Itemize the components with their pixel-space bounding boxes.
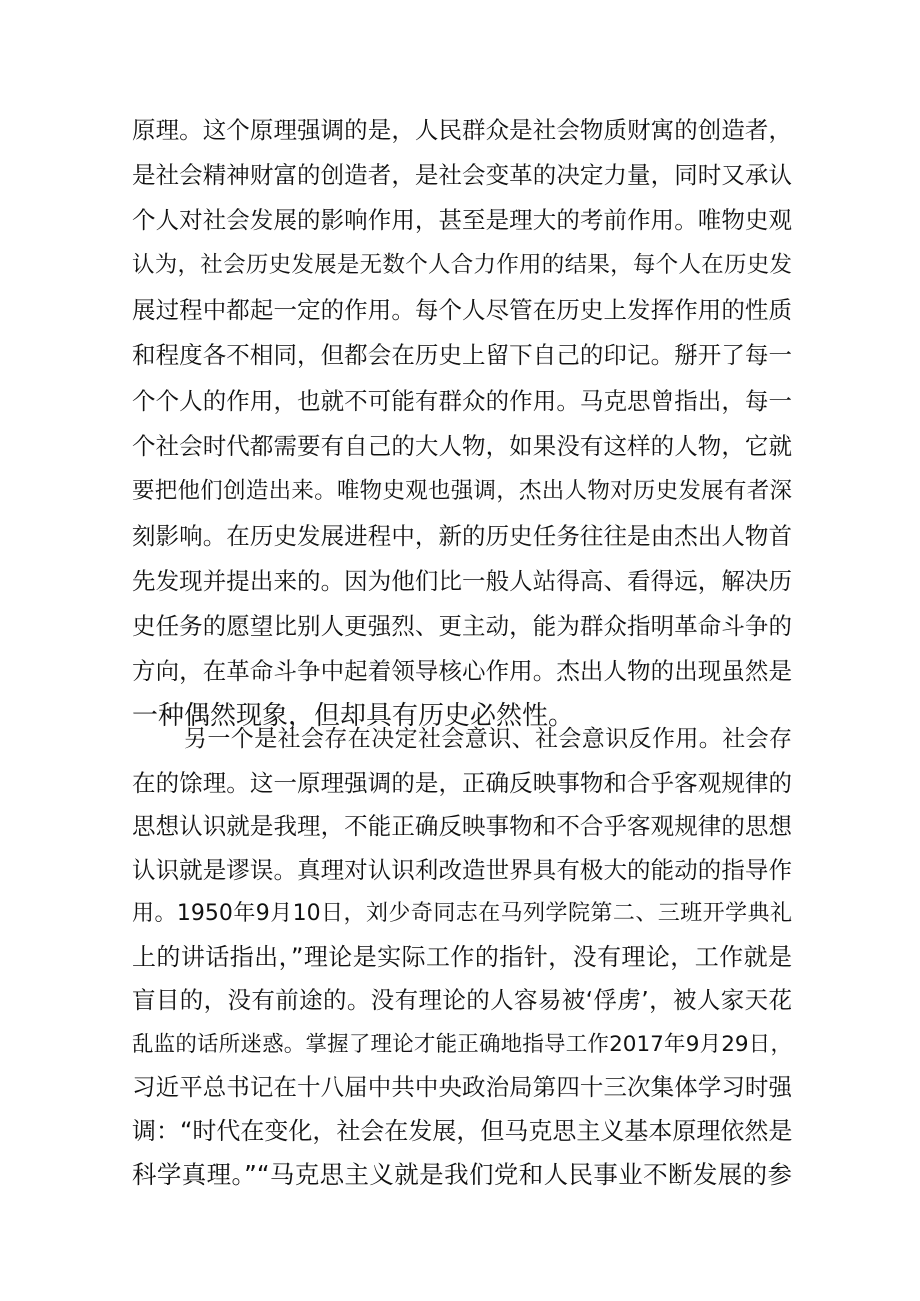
text-line: 用。1950年9月10日，刘少奇同志在马列学院第二、三班开学典礼 [132,901,792,926]
text-line: 个人对社会发展的影响作用，甚至是理大的考前作用。唯物史观 [132,206,792,235]
text-line: 上的讲话指出，”理论是实际工作的指针，没有理论，工作就是 [132,942,792,971]
paragraph-1 [132,108,792,739]
text-line: 另一个是社会存在决定社会意识、社会意识反作用。社会存 [184,726,792,752]
text-line: 乱监的话所迷惑。掌握了理论才能正确地指导工作2017年9月29日， [132,1031,792,1057]
text-line: 刻影响。在历史发展进程中，新的历史任务往往是由杰出人物首 [132,521,792,550]
text-line: 是社会精神财富的创造者，是社会变革的决定力量，同时又承认 [132,161,792,190]
text-line: 个个人的作用，也就不可能有群众的作用。马克思曾指出，每一 [132,386,792,415]
text-line: 在的馀理。这一原理强调的是，正确反映事物和合乎客观规律的 [132,768,792,797]
text-line: 认为，社会历史发展是无数个人合力作用的结果，每个人在历史发 [132,252,792,279]
text-line: 方向，在革命斗争中起着领导核心作用。杰出人物的出现虽然是 [132,657,792,686]
text-line: 一种偶然现象，但却具有历史必然性。 [132,701,575,732]
text-line: 要把他们创造出来。唯物史观也强调，杰出人物对历史发展有者深 [132,477,792,504]
text-line: 史任务的愿望比别人更强烈、更主动，能为群众指明革命斗争的 [132,612,792,641]
text-line: 认识就是谬误。真理对认识利改造世界具有极大的能动的指导作 [132,855,792,884]
paragraph-2 [132,718,792,1197]
text-line: 先发现并提出来的。因为他们比一般人站得高、看得远，解决历 [132,566,792,595]
text-line: 习近平总书记在十八届中共中央政治局第四十三次集体学习时强 [132,1073,792,1101]
text-line: 个社会时代都需要有自己的大人物，如果没有这样的人物，它就 [132,431,792,460]
text-line: 调：“时代在变化，社会在发展，但马克思主义基本原理依然是 [132,1116,793,1145]
text-line: 和程度各不相同，但都会在历史上留下自己的印记。掰开了每一 [132,341,792,370]
text-line: 科学真理。”“马克思主义就是我们党和人民事业不断发展的参 [132,1160,792,1189]
text-line: 盲目的，没有前途的。没有理论的人容易被‘俘虏’，被人家天花 [132,986,792,1014]
text-line: 原理。这个原理强调的是，人民群众是社会物质财寓的创造者， [132,116,792,144]
text-line: 展过程中都起一定的作用。每个人尽管在历史上发挥作用的性质 [132,296,792,325]
text-line: 思想认识就是我理，不能正确反映事物和不合乎客观规律的思想 [132,812,792,840]
